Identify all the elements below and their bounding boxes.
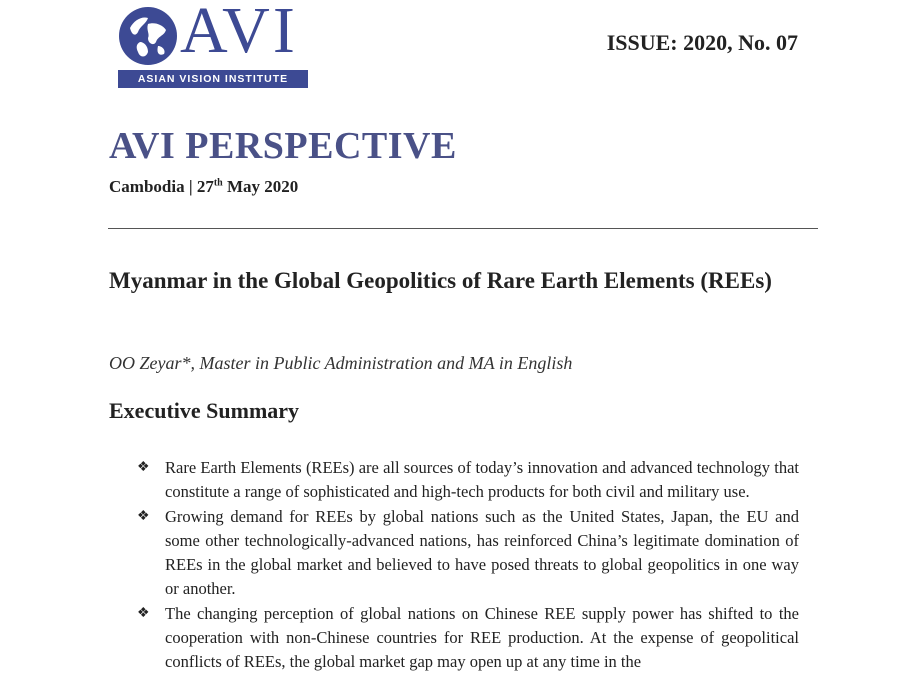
avi-logo [118, 0, 313, 92]
diamond-bullet-icon: ❖ [137, 605, 150, 621]
bullet-text: Rare Earth Elements (REEs) are all sources of today’s innovation and advanced technology that constitute a range of sophisticated and high-tech products for both civil and military use. [165, 458, 799, 502]
bullet-text: The changing perception of global nations on Chinese REE supply power has shifted to the cooperation with non-Chinese countries for REE production. At the expense of geopolitical conflicts of REEs, the global market gap may open up at any time in the [165, 603, 799, 672]
list-item [137, 602, 799, 675]
summary-bullet-list [137, 456, 799, 675]
bullet-text: Growing demand for REEs by global nations such as the United States, Japan, the EU and some other technologically-advanced nations, has reinforced China’s legitimate domination of REEs in the global market and believed to have posed threats to global geopolitics in one way or another. [165, 506, 799, 599]
place-label: Cambodia | 27 [109, 177, 214, 196]
logo-wordmark: AVI [180, 0, 298, 67]
issue-number: ISSUE: 2020, No. 07 [606, 30, 798, 55]
section-heading: Executive Summary [109, 398, 300, 423]
publication-title: AVI PERSPECTIVE [109, 125, 457, 167]
globe-icon [118, 6, 178, 66]
list-item [137, 456, 799, 505]
author-line: OO Zeyar*, Master in Public Administration and MA in English [109, 353, 573, 373]
list-item [137, 505, 799, 602]
article-title: Myanmar in the Global Geopolitics of Rare Earth Elements (REEs) [109, 268, 772, 293]
logo-tagline: ASIAN VISION INSTITUTE [118, 70, 308, 88]
date-ordinal: th [213, 177, 223, 189]
diamond-bullet-icon: ❖ [137, 460, 150, 475]
header-divider [108, 228, 818, 229]
diamond-bullet-icon: ❖ [137, 508, 150, 524]
place-date [109, 177, 298, 197]
date-month-year: May 2020 [222, 177, 299, 196]
